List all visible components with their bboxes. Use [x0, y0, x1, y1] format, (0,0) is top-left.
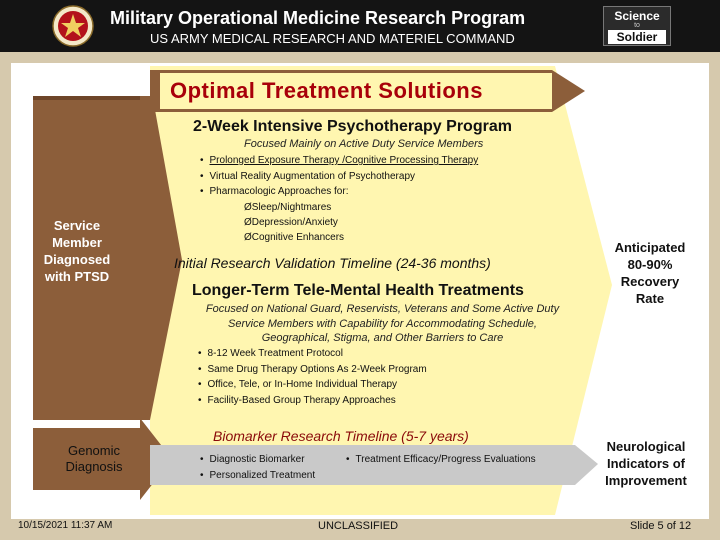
indicator-line: Improvement — [605, 473, 687, 488]
footer-slide-number: Slide 5 of 12 — [630, 520, 692, 532]
program2-bullet — [198, 377, 427, 393]
timeline2-bullet — [200, 452, 315, 468]
timeline2-bullet — [346, 452, 536, 468]
banner-title: Optimal Treatment Solutions — [170, 78, 483, 103]
focus-line: Focused on National Guard, Reservists, Veterans and Some Active Duty — [205, 303, 560, 315]
bullet-text: Prolonged Exposure Therapy /Cognitive Processing Therapy — [209, 155, 479, 166]
recovery-line: Recovery — [620, 274, 680, 289]
footer-date: 10/15/2021 11:37 AM — [18, 520, 113, 531]
bullet-text: Diagnostic Biomarker — [209, 454, 305, 465]
program1-bullet — [200, 184, 478, 200]
genomic-box-label: Genomic Diagnosis — [65, 443, 123, 474]
subbullet: ØDepression/Anxiety — [244, 217, 338, 228]
badge-soldier: Soldier — [608, 30, 666, 44]
program1-bullet — [200, 169, 478, 185]
recovery-rate — [606, 239, 694, 307]
recovery-line: Rate — [635, 291, 665, 306]
ptsd-arrow-top-edge — [33, 96, 140, 100]
timeline1-label: Initial Research Validation Timeline (24-36 months) — [174, 255, 491, 271]
timeline2-bullets-right — [346, 452, 536, 468]
program2-bullets — [198, 346, 427, 408]
bullet-text: Personalized Treatment — [209, 469, 316, 481]
footer-classification: UNCLASSIFIED — [318, 520, 399, 532]
program2-focus — [185, 302, 580, 346]
focus-line: Service Members with Capability for Accommodating Schedule, — [228, 317, 537, 330]
recovery-line: 80-90% — [627, 257, 673, 272]
bullet-text: Facility-Based Group Therapy Approaches — [207, 394, 396, 406]
badge-to: to — [634, 22, 640, 29]
program2-bullet — [198, 346, 427, 362]
program1-focus: Focused Mainly on Active Duty Service Members — [244, 138, 484, 150]
timeline2-bullet — [200, 468, 315, 484]
program1-bullet — [200, 153, 478, 169]
timeline2-title: Biomarker Research Timeline (5-7 years) — [213, 428, 469, 444]
indicator-line: Indicators of — [606, 456, 685, 471]
subbullet: ØCognitive Enhancers — [244, 232, 345, 243]
bullet-text: 8-12 Week Treatment Protocol — [207, 348, 343, 359]
bullet-text: Same Drug Therapy Options As 2-Week Program — [207, 363, 427, 375]
program2-bullet — [198, 393, 427, 409]
bullet-text: Office, Tele, or In-Home Individual Therapy — [207, 379, 398, 390]
subbullet: ØSleep/Nightmares — [244, 202, 332, 213]
program1-bullets — [200, 153, 478, 200]
bullet-text: Treatment Efficacy/Progress Evaluations — [355, 454, 536, 465]
program2-bullet — [198, 362, 427, 378]
program2-title: Longer-Term Tele-Mental Health Treatments — [192, 282, 524, 299]
command-subtitle: US ARMY MEDICAL RESEARCH AND MATERIEL COMMAND — [150, 31, 515, 46]
recovery-line: Anticipated — [614, 240, 686, 255]
timeline2-bullets-left — [200, 452, 315, 483]
focus-line: Geographical, Stigma, and Other Barriers to Care — [261, 332, 504, 344]
ptsd-box-label: Service Member Diagnosed with PTSD — [43, 218, 111, 284]
program1-subbullets — [244, 200, 344, 245]
bullet-text: Pharmacologic Approaches for: — [209, 186, 349, 197]
badge-science: Science — [614, 9, 660, 23]
program-title: Military Operational Medicine Research Program — [110, 8, 526, 28]
indicator-line: Neurological — [606, 439, 686, 454]
bullet-text: Virtual Reality Augmentation of Psychotherapy — [209, 170, 416, 182]
neurological-indicators — [598, 438, 694, 489]
program1-title: 2-Week Intensive Psychotherapy Program — [193, 118, 512, 135]
